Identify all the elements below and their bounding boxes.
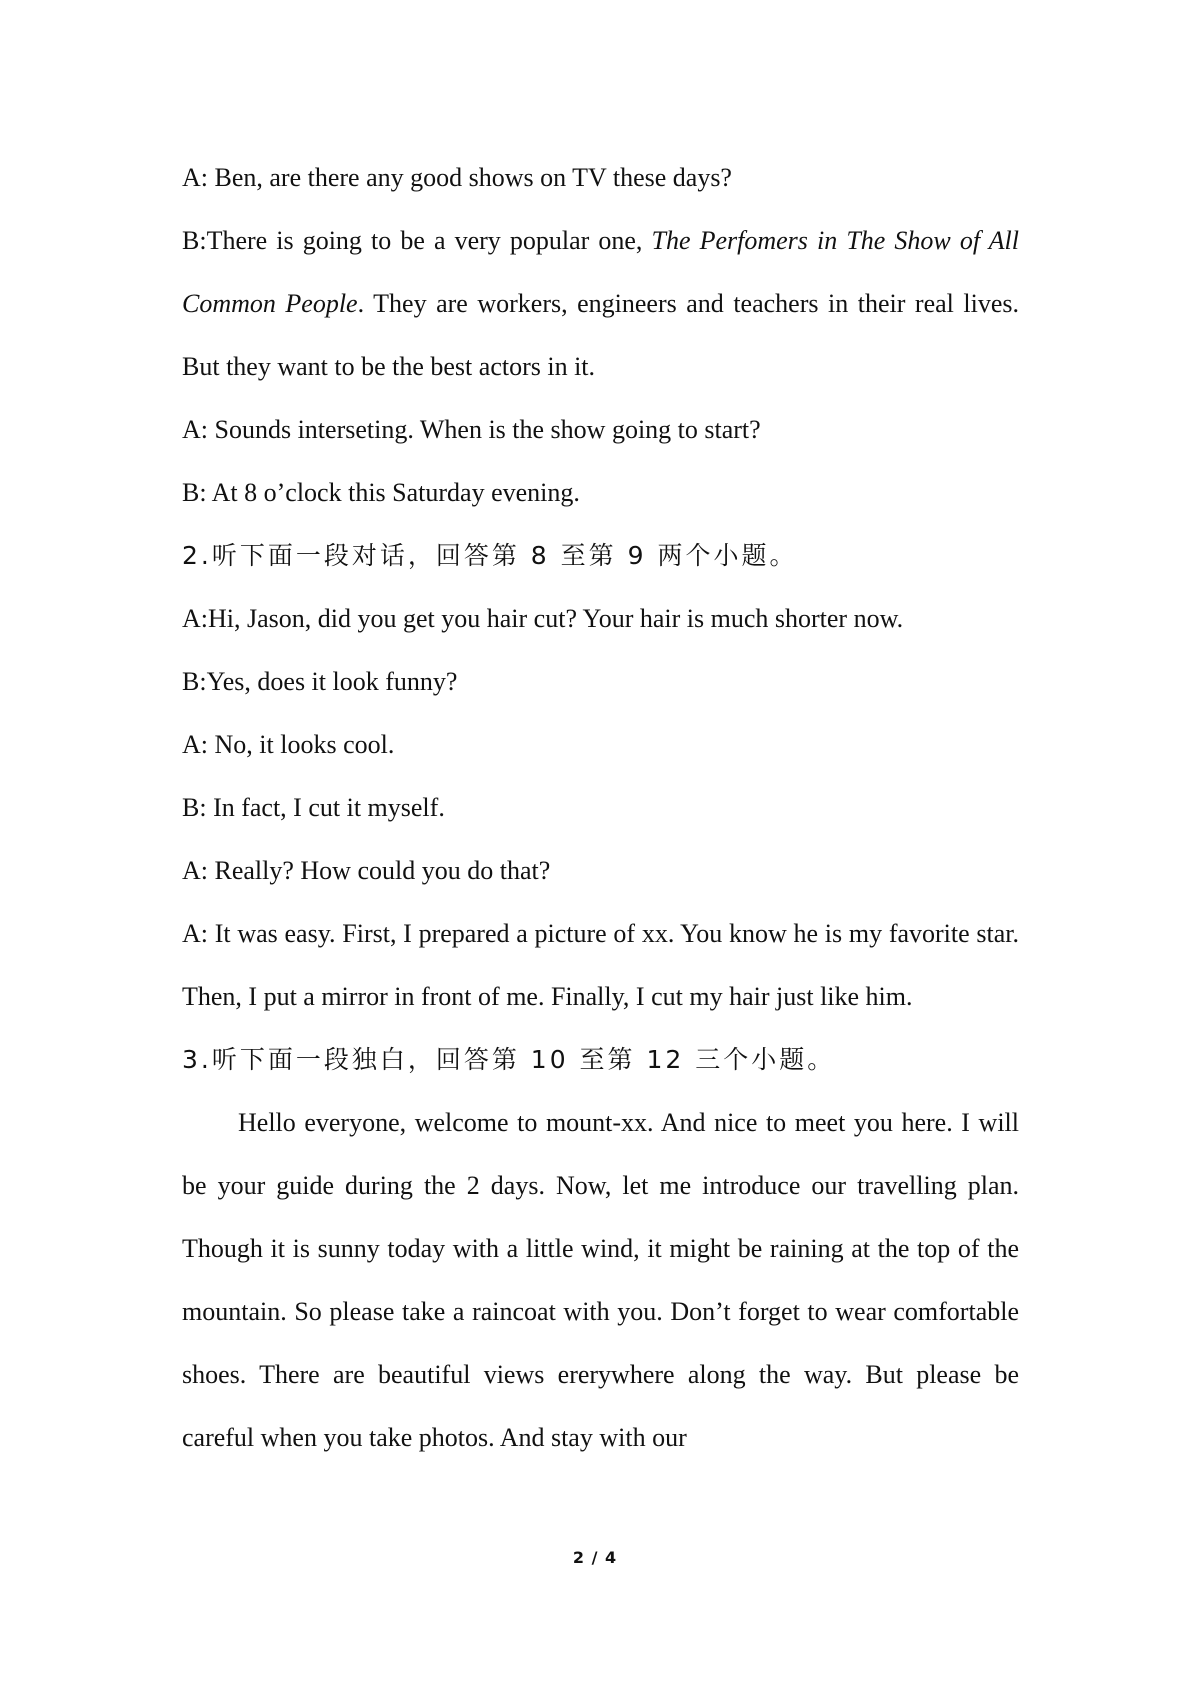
section2-line-2: B:Yes, does it look funny?: [182, 667, 458, 696]
dialogue1-line-2-suffix: . They are workers, engineers and teachers in their real lives. But they want to be the best actors in it.: [182, 289, 1019, 381]
page-content: [182, 146, 1019, 1469]
section2-heading: 2.听下面一段对话，回答第 8 至第 9 两个小题。: [182, 541, 798, 570]
show-title: The Perfomers in The Show of All Common People: [182, 226, 1020, 318]
dialogue1-line-2: [182, 209, 1019, 398]
section2-line-4: B: In fact, I cut it myself.: [182, 793, 445, 822]
section2-line-6: A: It was easy. First, I prepared a picture of xx. You know he is my favorite star. Then, I put a mirror in front of me. Finally, I cut my hair just like him.: [182, 919, 1019, 1011]
section2-line-3: A: No, it looks cool.: [182, 730, 395, 759]
section3-monologue: Hello everyone, welcome to mount-xx. And nice to meet you here. I will be your guide during the 2 days. Now, let me introduce our travelling plan. Though it is sunny today with a little wind, it might be raining at the top of the mountain. So please take a raincoat with you. Don’t forget to wear comfortable shoes. There are beautiful views ererywhere along the way. But please be careful when you take photos. And stay with our: [182, 1108, 1019, 1452]
dialogue1-line-2-prefix: B:There is going to be a very popular one,: [182, 226, 652, 255]
dialogue1-line-1: A: Ben, are there any good shows on TV these days?: [182, 163, 732, 192]
section2-line-1: A:Hi, Jason, did you get you hair cut? Your hair is much shorter now.: [182, 604, 904, 633]
section2-line-5: A: Really? How could you do that?: [182, 856, 551, 885]
dialogue1-line-4: B: At 8 o’clock this Saturday evening.: [182, 478, 580, 507]
page-number: 2 / 4: [572, 1548, 618, 1567]
section3-heading: 3.听下面一段独白，回答第 10 至第 12 三个小题。: [182, 1045, 836, 1074]
dialogue1-line-3: A: Sounds interseting. When is the show going to start?: [182, 415, 761, 444]
